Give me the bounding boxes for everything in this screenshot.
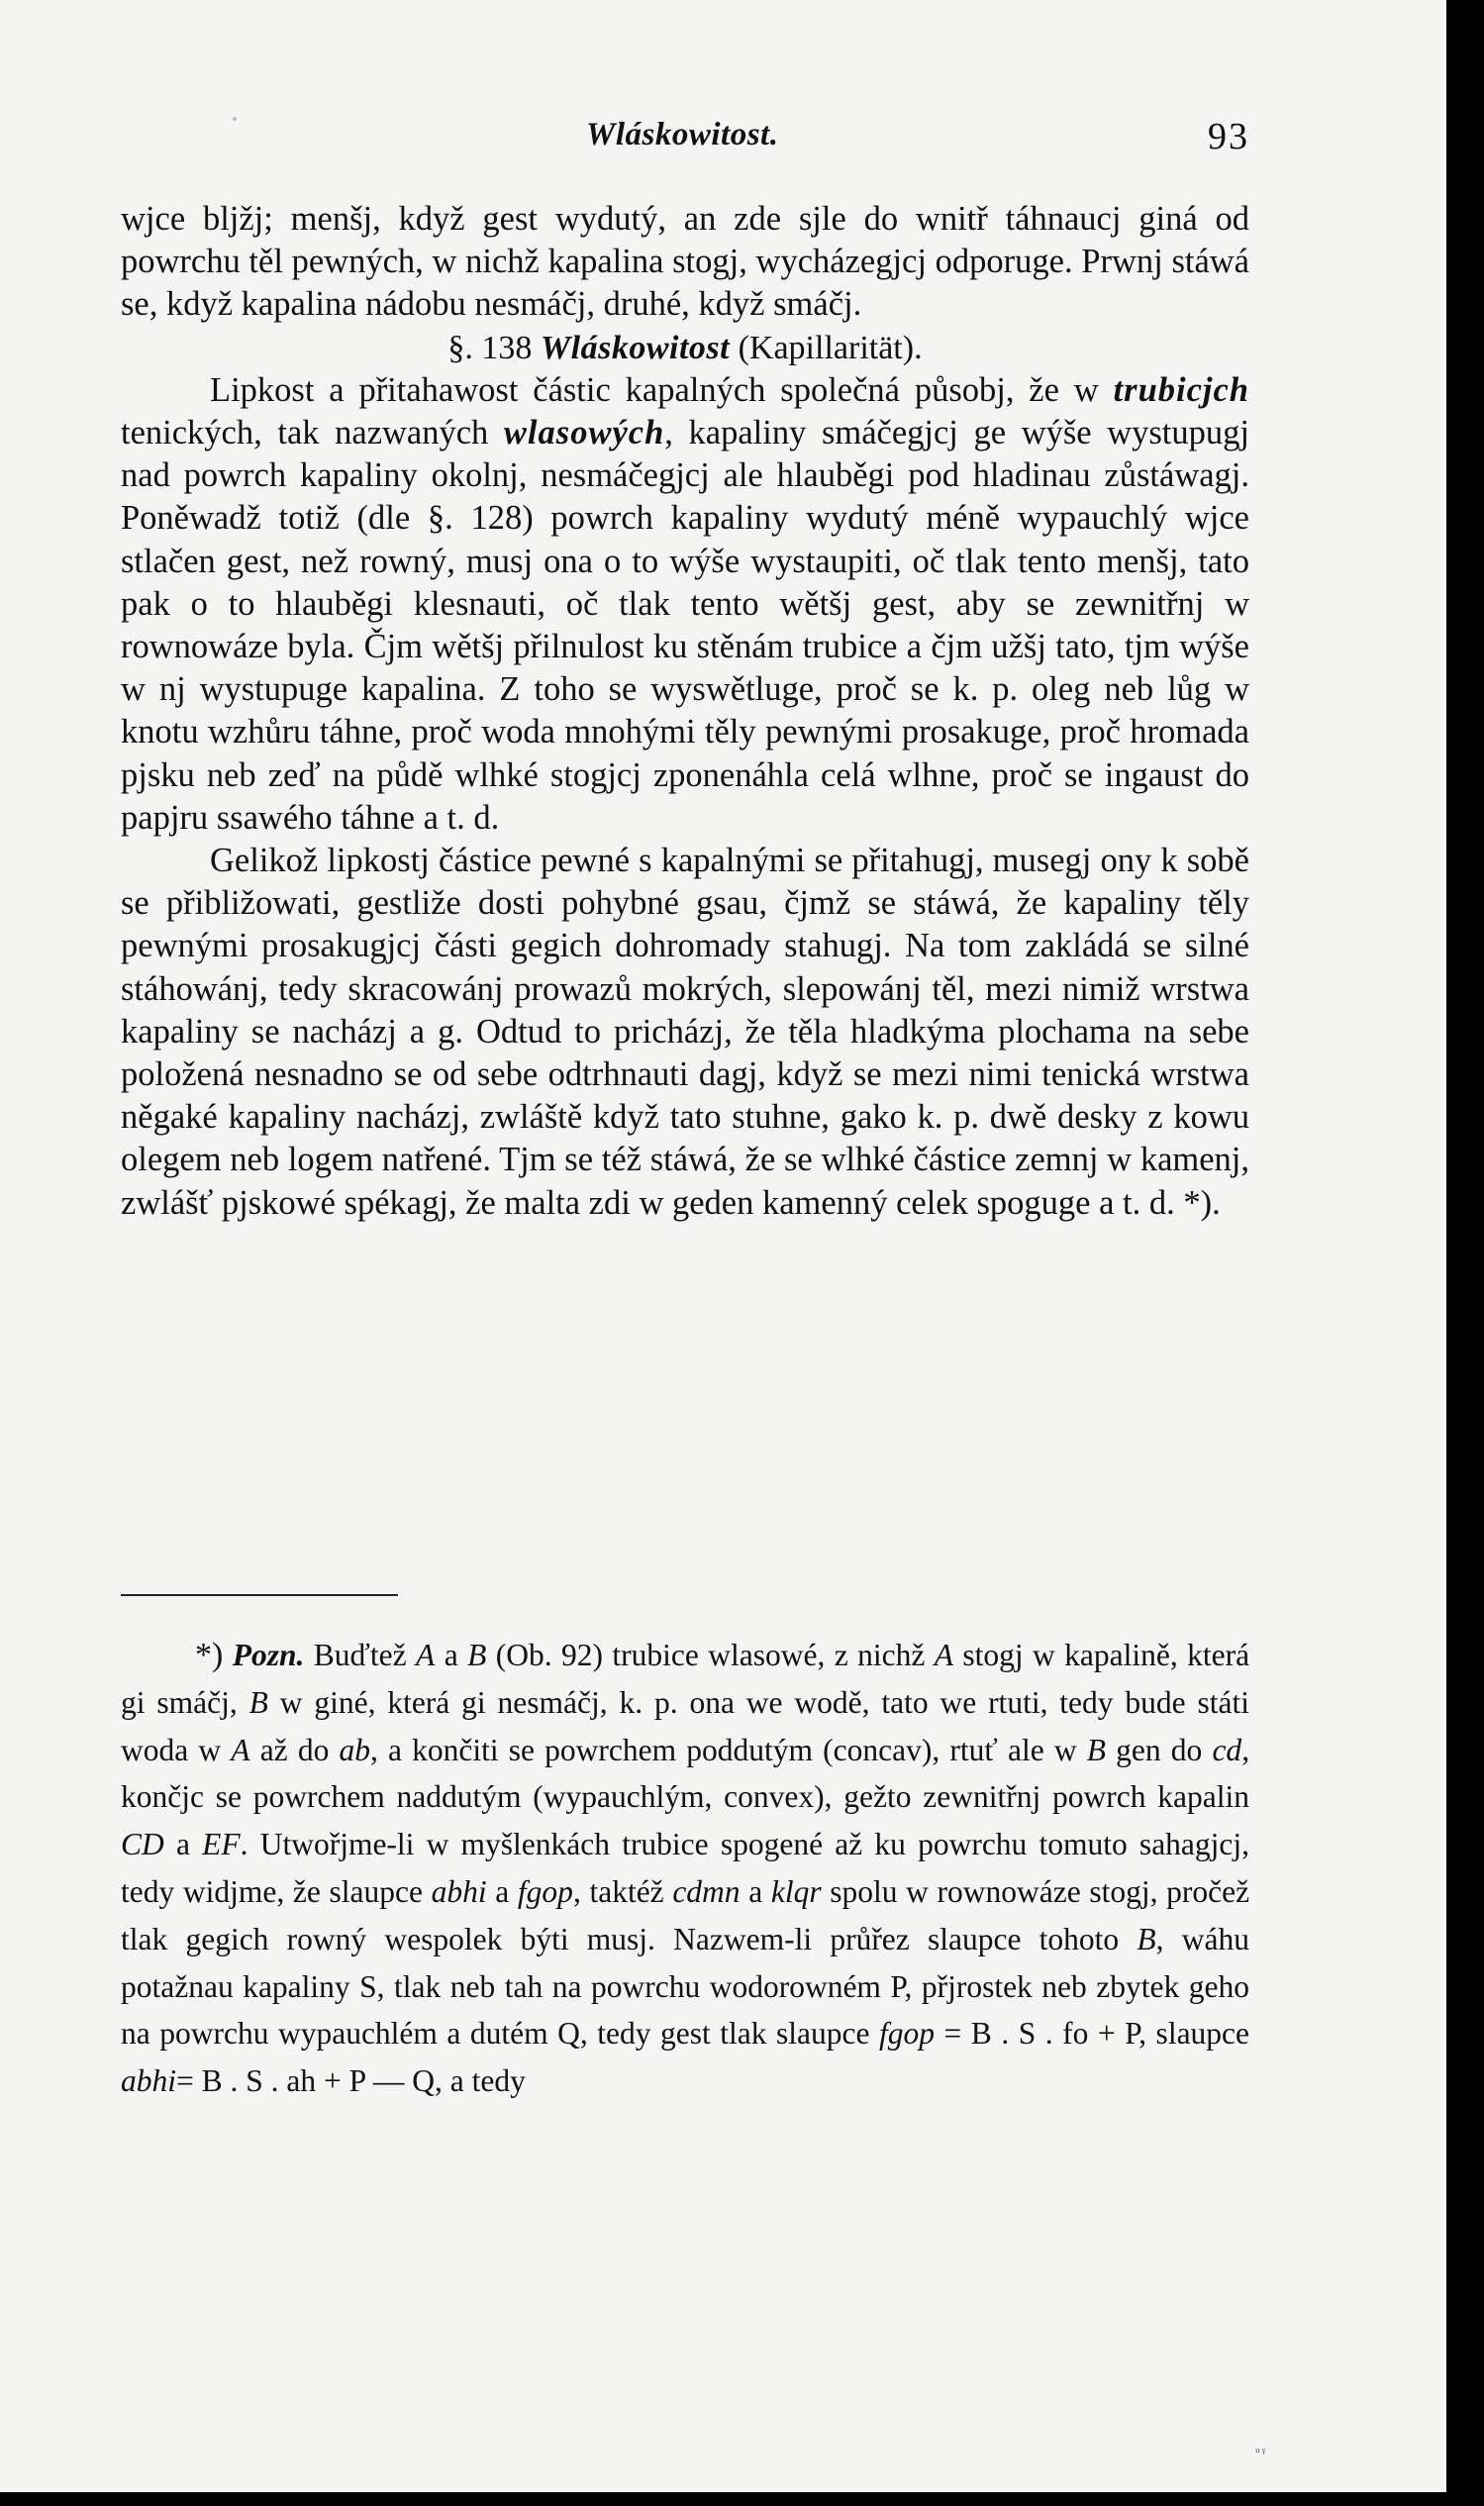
paragraph-text: , kapaliny smáčegjcj ge wýše wystupugj nad powrch kapaliny okolnj, nesmáčegjcj ale hlauběgi pod hladinau zůstáwagj. Poněwadž totiž (dle §. 128) powrch kapaliny wydutý méně wypauchlý wjce stlačen gest, než rowný, musj ona o to wýše wystaupiti, oč tlak tento menšj, tato pak o to hlauběgi klesnauti, oč tlak tento wětšj gest, aby se zewnitřnj w rownowáze byla. Čjm wětšj přilnulost ku stěnám trubice a čjm užšj tato, tjm wýše w nj wystupuge kapalina. Z toho se wyswětluge, proč se k. p. oleg neb lůg w knotu wzhůru táhne, proč woda mnohými těly pewnými prosakuge, proč hromada pjsku neb zeď na půdě wlhké stogjcj zponenáhla celá wlhne, proč se ingaust do papjru ssawého táhne a t. d. [121, 414, 1249, 837]
term-wlasowych: wlasowých [503, 414, 665, 452]
footnote-symbol: B [1137, 1921, 1156, 1956]
footnote-symbol: fgop [879, 2016, 936, 2052]
footnote-segment: = B . S . ah + P — Q, a tedy [176, 2063, 526, 2099]
intro-paragraph: wjce bljžj; menšj, když gest wydutý, an zde sjle do wnitř táhnaucj giná od powrchu těl pewných, w nichž kapalina stogj, wycházegjcj odporuge. Prwnj stáwá se, když kapalina nádobu nesmáčj, druhé, když smáčj. [121, 200, 1249, 324]
scan-mark: ᵘᵞ [1255, 2446, 1268, 2460]
section-subtitle: (Kapillarität). [738, 329, 923, 366]
footnote-segment: (Ob. 92) trubice wlasowé, z nichž [495, 1638, 926, 1672]
footnote-symbol: A [416, 1638, 436, 1672]
footnote-symbol: B [467, 1638, 487, 1672]
footnote-segment: gen do [1116, 1732, 1203, 1767]
page-number: 93 [1208, 116, 1249, 157]
footnote-segment: a [748, 1873, 763, 1909]
running-head [121, 111, 1249, 166]
running-title: Wláskowitost. [586, 117, 779, 152]
term-trubicjch: trubicjch [1113, 370, 1249, 409]
footnote [121, 1632, 1249, 2105]
footnote-segment: , taktéž [572, 1873, 664, 1909]
footnote-symbol: abhi [431, 1873, 487, 1909]
scan-border-bottom [0, 2492, 1484, 2506]
footnote-segment: , končjc se powrchem naddutým (wypauchlým, convex), gežto zewnitřnj powrch kapalin [121, 1732, 1250, 1815]
footnote-symbol: ab [339, 1732, 370, 1767]
footnote-symbol: cdmn [672, 1873, 741, 1909]
section-title: Wláskowitost [540, 329, 731, 366]
footnote-segment: , wáhu potažnau kapaliny S, tlak neb tah na powrchu wodorowném P, přjrostek neb zbytek geho na powrchu wypauchlém a dutém Q, tedy gest tlak slaupce [121, 1921, 1250, 2052]
footnote-segment: až do [259, 1732, 330, 1767]
paragraph-adhesion: Gelikož lipkostj částice pewné s kapalnými se přitahugj, musegj ony k sobě se přibližowati, gestliže dosti pohybné gsau, čjmž se stáwá, že kapaliny těly pewnými prosakugjcj části gegich dohromady stahugj. Na tom zakládá se silné stáhowánj, tedy skracowánj prowazů mokrých, slepowánj těl, mezi nimiž wrstwa kapaliny se nacházj a g. Odtud to pricházj, že těla hladkýma plochama na sebe položená nesnadno se od sebe odtrhnauti dagj, když se mezi nimi tenická wrstwa něgaké kapaliny nacházj, zwláště když tato stuhne, gako k. p. dwě desky z kowu olegem neb logem natřené. Tjm se též stáwá, že se wlhké částice zemnj w kamenj, zwlášť pjskowé spékagj, že malta zdi w geden kamenný celek spoguge a t. d. *). [121, 842, 1249, 1222]
footnote-symbol: B [1086, 1732, 1106, 1767]
footnote-symbol: A [231, 1732, 250, 1767]
scan-border-right [1446, 0, 1484, 2506]
section-number: §. 138 [447, 329, 533, 366]
footnote-symbol: klqr [770, 1873, 822, 1909]
footnote-segment: spolu w rownowáze stogj, pročež tlak gegich rowný wespolek býti musj. Nazwem-li průřez slaupce tohoto [121, 1873, 1250, 1956]
footnote-symbol: fgop [517, 1873, 573, 1909]
footnote-segment: a [495, 1873, 510, 1909]
footnote-rule [121, 1594, 398, 1596]
footnote-segment: w giné, která gi nesmáčj, k. p. ona we wodě, tato we rtuti, tedy bude státi woda w [121, 1684, 1250, 1767]
paragraph-capillarity [121, 369, 1249, 840]
body-text [121, 198, 1249, 1225]
footnote-segment: , a končiti se powrchem poddutým (concav), rtuť ale w [369, 1732, 1077, 1767]
footnote-text [121, 1632, 1249, 2105]
footnote-segment: a [444, 1638, 458, 1672]
footnote-symbol: abhi [121, 2063, 177, 2099]
footnote-segment: a [175, 1827, 190, 1862]
footnote-segment: = B . S . fo + P, slaupce [943, 2016, 1250, 2052]
footnote-symbol: CD [121, 1827, 164, 1862]
footnote-symbol: EF [202, 1827, 241, 1862]
paragraph-text: tenických, tak nazwaných [121, 414, 489, 452]
footnote-symbol: B [248, 1684, 268, 1720]
footnote-symbol: A [934, 1638, 953, 1672]
footnote-segment: stogj w kapalině, která gi smáčj, [121, 1638, 1250, 1720]
paragraph-text: Lipkost a přitahawost částic kapalných společná působj, že w [210, 370, 1099, 409]
footnote-label: Pozn. [232, 1638, 305, 1672]
footnote-segment: . Utwořjme-li w myšlenkách trubice spogené až ku powrchu tomuto sahagjcj, tedy widjme, že slaupce [121, 1827, 1250, 1909]
footnote-symbol: cd [1212, 1732, 1242, 1767]
footnote-segment: Buďtež [313, 1638, 407, 1672]
section-heading [121, 327, 1249, 369]
footnote-mark: *) [195, 1637, 224, 1673]
